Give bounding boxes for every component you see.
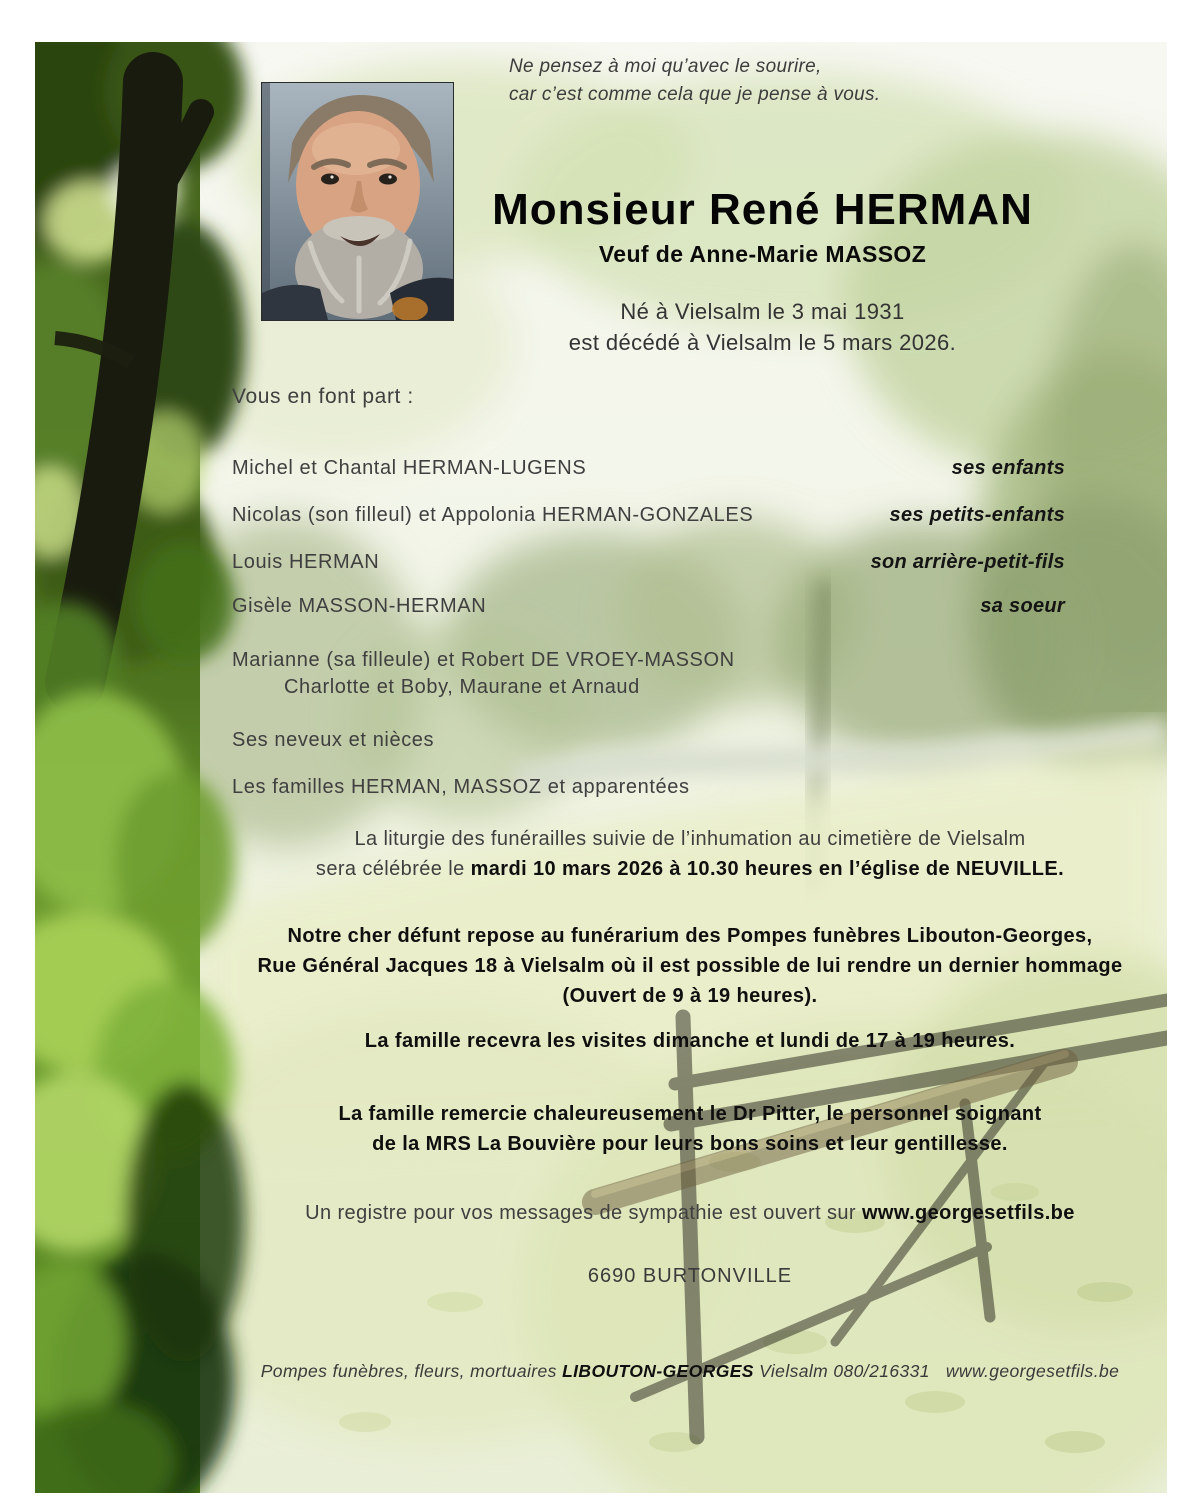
- family-row: [232, 503, 1065, 527]
- ceremony-section: [232, 824, 1148, 884]
- family-row: [232, 648, 1065, 699]
- family-names: Louis HERMAN: [232, 551, 380, 573]
- deceased-name: Monsieur René HERMAN: [492, 185, 1033, 234]
- family-row: [232, 456, 1065, 480]
- thanks-line-1: La famille remercie chaleureusement le Dr Pitter, le personnel soignant: [338, 1103, 1042, 1125]
- family-row: [232, 728, 1065, 752]
- family-names-block: [232, 648, 735, 699]
- death-line: est décédé à Vielsalm le 5 mars 2026.: [568, 330, 957, 355]
- location-text: 6690 BURTONVILLE: [587, 1265, 793, 1287]
- announcement-intro: Vous en font part :: [232, 385, 414, 408]
- family-names: Gisèle MASSON-HERMAN: [232, 595, 487, 617]
- birth-line: Né à Vielsalm le 3 mai 1931: [620, 299, 905, 324]
- footer-line: [232, 1356, 1148, 1386]
- funerarium-section: [232, 921, 1148, 1011]
- family-names: Nicolas (son filleul) et Appolonia HERMAN-GONZALES: [232, 504, 754, 526]
- footer-prefix: Pompes funèbres, fleurs, mortuaires: [260, 1361, 563, 1381]
- shoulder-left: [262, 285, 328, 320]
- family-row: [232, 594, 1065, 618]
- register-section: [232, 1198, 1148, 1228]
- family-relation: ses petits-enfants: [889, 504, 1065, 526]
- visits-section: [232, 1026, 1148, 1056]
- life-dates: [455, 296, 1070, 358]
- family-relation: sa soeur: [980, 595, 1065, 617]
- ceremony-line-1: La liturgie des funérailles suivie de l’inhumation au cimetière de Vielsalm: [354, 828, 1026, 850]
- ceremony-line-2-prefix: sera célébrée le: [315, 858, 471, 880]
- footer-brand: LIBOUTON-GEORGES: [562, 1361, 754, 1381]
- family-row: [232, 775, 1065, 799]
- location-line: [232, 1261, 1148, 1291]
- family-names: Marianne (sa filleule) et Robert DE VROEY-MASSON: [232, 649, 735, 671]
- funerarium-line-3: (Ouvert de 9 à 19 heures).: [562, 985, 818, 1007]
- visits-line: La famille recevra les visites dimanche et lundi de 17 à 19 heures.: [364, 1030, 1016, 1052]
- register-prefix: Un registre pour vos messages de sympathie est ouvert sur: [305, 1202, 862, 1224]
- family-names: Ses neveux et nièces: [232, 729, 435, 751]
- register-website: www.georgesetfils.be: [861, 1202, 1075, 1224]
- ceremony-date-bold: mardi 10 mars 2026 à 10.30 heures en l’église de NEUVILLE.: [470, 858, 1065, 880]
- footer: [232, 1356, 1148, 1386]
- quote-line-1: Ne pensez à moi qu’avec le sourire,: [509, 56, 822, 77]
- eye-right: [379, 174, 397, 185]
- deceased-subtitle: Veuf de Anne-Marie MASSOZ: [598, 241, 927, 267]
- family-names-line2: Charlotte et Boby, Maurane et Arnaud: [284, 676, 640, 698]
- funerarium-line-1: Notre cher défunt repose au funérarium des Pompes funèbres Libouton-Georges,: [287, 925, 1093, 947]
- portrait-photo: [262, 83, 453, 320]
- footer-website: www.georgesetfils.be: [945, 1361, 1120, 1381]
- heading-block: [455, 186, 1070, 358]
- family-names: Les familles HERMAN, MASSOZ et apparentées: [232, 776, 690, 798]
- ceremony-line-2: [232, 854, 1148, 884]
- thanks-section: [232, 1099, 1148, 1159]
- moustache: [323, 216, 395, 242]
- family-relation: ses enfants: [951, 457, 1065, 479]
- thanks-line-2: de la MRS La Bouvière pour leurs bons soins et leur gentillesse.: [372, 1133, 1008, 1155]
- family-names: Michel et Chantal HERMAN-LUGENS: [232, 457, 587, 479]
- quote-line-2: car c’est comme cela que je pense à vous.: [509, 84, 881, 105]
- family-relation: son arrière-petit-fils: [870, 551, 1065, 573]
- funerarium-line-2: Rue Général Jacques 18 à Vielsalm où il est possible de lui rendre un dernier hommage: [257, 955, 1123, 977]
- family-list: [232, 456, 1065, 799]
- footer-city-phone: Vielsalm 080/216331: [753, 1361, 930, 1381]
- register-line: [232, 1198, 1148, 1228]
- memorial-quote: [509, 53, 880, 109]
- eye-left: [321, 174, 339, 185]
- family-row: [232, 550, 1065, 574]
